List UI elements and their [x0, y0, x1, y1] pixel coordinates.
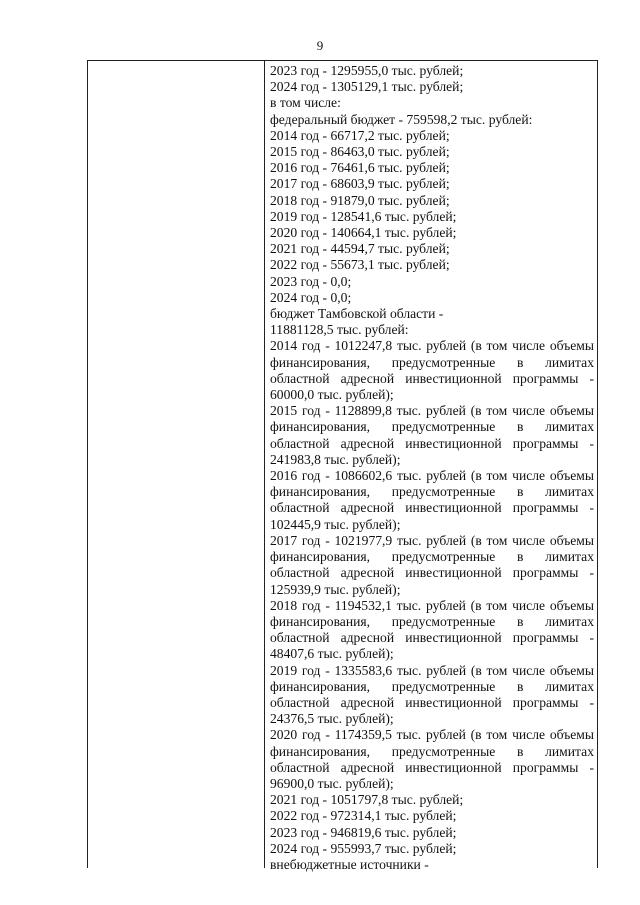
federal-2015: 2015 год - 86463,0 тыс. рублей;: [270, 144, 450, 160]
financing-table: [87, 60, 598, 872]
regional-2021: 2021 год - 1051797,8 тыс. рублей;: [270, 792, 464, 808]
federal-2018: 2018 год - 91879,0 тыс. рублей;: [270, 192, 450, 208]
regional-2017: 2017 год - 1021977,9 тыс. рублей (в том числе объемы финансирования, предусмотренные в лимитах областной адресной инвестиционной программы - 125939,9 тыс. рублей);: [270, 532, 594, 597]
regional-budget-header: бюджет Тамбовской области -: [270, 306, 444, 322]
federal-2023: 2023 год - 0,0;: [270, 273, 352, 289]
page-number: 9: [316, 38, 324, 53]
regional-2018: 2018 год - 1194532,1 тыс. рублей (в том числе объемы финансирования, предусмотренные в лимитах областной адресной инвестиционной программы - 48407,6 тыс. рублей);: [270, 597, 594, 662]
federal-2024: 2024 год - 0,0;: [270, 289, 352, 305]
federal-budget-header: федеральный бюджет - 759598,2 тыс. рублей:: [270, 111, 533, 127]
federal-2020: 2020 год - 140664,1 тыс. рублей;: [270, 225, 457, 241]
regional-2024: 2024 год - 955993,7 тыс. рублей;: [270, 840, 457, 856]
federal-2021: 2021 год - 44594,7 тыс. рублей;: [270, 241, 450, 257]
federal-2016: 2016 год - 76461,6 тыс. рублей;: [270, 160, 450, 176]
regional-budget-total: 11881128,5 тыс. рублей:: [270, 322, 409, 338]
off-budget-sources: внебюджетные источники -: [270, 856, 429, 872]
federal-2019: 2019 год - 128541,6 тыс. рублей;: [270, 208, 457, 224]
total-2024: 2024 год - 1305129,1 тыс. рублей;: [270, 79, 464, 95]
federal-2022: 2022 год - 55673,1 тыс. рублей;: [270, 257, 450, 273]
federal-2014: 2014 год - 66717,2 тыс. рублей;: [270, 127, 450, 143]
table-right-cell: [270, 63, 594, 873]
including-label: в том числе:: [270, 95, 341, 111]
regional-2015: 2015 год - 1128899,8 тыс. рублей (в том числе объемы финансирования, предусмотренные в лимитах областной адресной инвестиционной программы - 241983,8 тыс. рублей);: [270, 403, 594, 467]
total-2023: 2023 год - 1295955,0 тыс. рублей;: [270, 63, 464, 78]
regional-2019: 2019 год - 1335583,6 тыс. рублей (в том числе объемы финансирования, предусмотренные в лимитах областной адресной инвестиционной программы - 24376,5 тыс. рублей);: [270, 662, 594, 727]
table-left-cell: [88, 61, 265, 868]
regional-2020: 2020 год - 1174359,5 тыс. рублей (в том числе объемы финансирования, предусмотренные в лимитах областной адресной инвестиционной программы - 96900,0 тыс. рублей);: [270, 727, 594, 791]
regional-2014: 2014 год - 1012247,8 тыс. рублей (в том числе объемы финансирования, предусмотренные в лимитах областной адресной инвестиционной программы - 60000,0 тыс. рублей);: [270, 338, 594, 403]
regional-2023: 2023 год - 946819,6 тыс. рублей;: [270, 824, 457, 840]
regional-2022: 2022 год - 972314,1 тыс. рублей;: [270, 808, 457, 824]
regional-2016: 2016 год - 1086602,6 тыс. рублей (в том числе объемы финансирования, предусмотренные в лимитах областной адресной инвестиционной программы - 102445,9 тыс. рублей);: [270, 468, 594, 532]
federal-2017: 2017 год - 68603,9 тыс. рублей;: [270, 176, 450, 192]
